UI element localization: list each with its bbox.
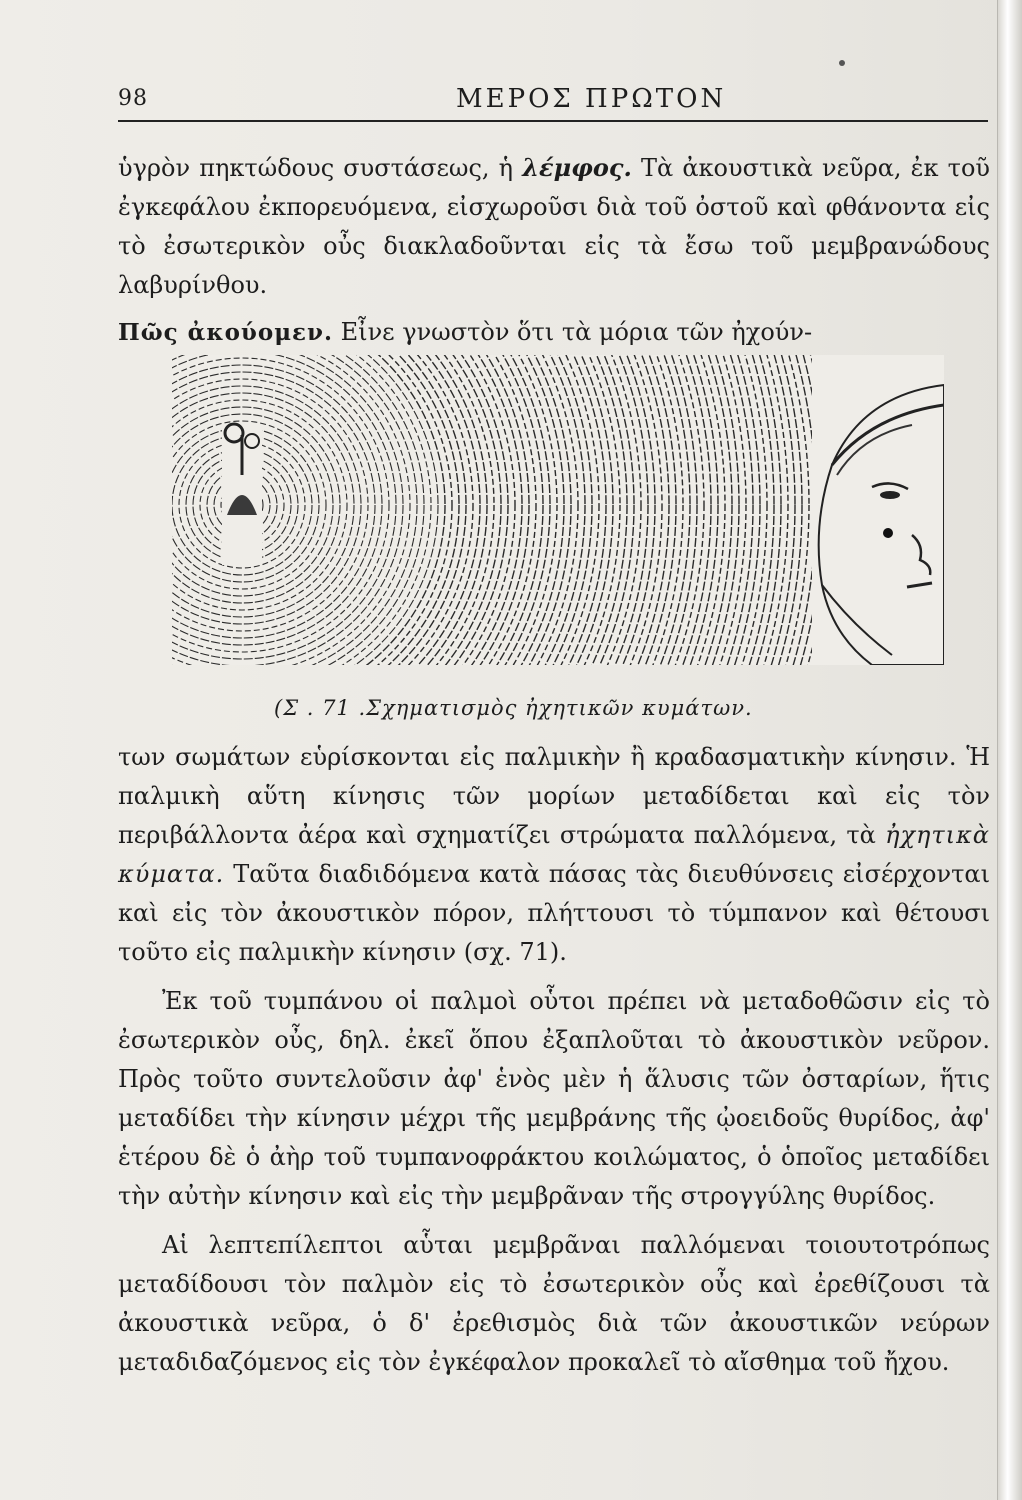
- bell-icon: [222, 424, 262, 565]
- header-rule: [118, 120, 988, 122]
- running-title: ΜΕΡΟΣ ΠΡΩΤΟΝ: [456, 84, 727, 114]
- wave-ring: [172, 355, 487, 665]
- after-figure-paragraph: [118, 738, 990, 1382]
- term-lemfos: λέμφος.: [522, 153, 632, 182]
- sound-wave-illustration: [172, 355, 944, 665]
- section-heading: Πῶς ἀκούομεν.: [118, 319, 333, 346]
- section-text-before-figure: Εἶνε γνωστὸν ὅτι τὰ μόρια τῶν ἠχούν-: [340, 318, 813, 346]
- sound-wave-figure: [172, 355, 944, 665]
- listener-head: [819, 385, 944, 665]
- figure-caption: (Σ . 71 .Σχηματισμὸς ἠχητικῶν κυμάτων.: [274, 696, 753, 720]
- intro-line-start: ὑγρὸν πηκτώδους συστάσεως, ἡ: [118, 154, 514, 182]
- wave-ring: [172, 355, 473, 665]
- intro-line-rest: Τὰ ἀκουστικὰ νεῦρα, ἐκ τοῦ ἐγκεφάλου ἐκπορευόμενα, εἰσχωροῦσι διὰ τοῦ ὀστοῦ καὶ φθάνοντα εἰς τὸ ἐσωτερικὸν οὖς διακλαδοῦνται εἰς τὰ ἔσω τοῦ μεμβρανώδους λαβυρίνθου.: [118, 154, 990, 299]
- ink-speck: [839, 60, 845, 66]
- page-header: [118, 84, 988, 124]
- term-sound-waves: ἠχητικὰ κύματα.: [118, 821, 991, 888]
- page-number: 98: [118, 86, 148, 111]
- wave-ring: [172, 355, 445, 665]
- after-figure-part2: Ταῦτα διαδιδόμενα κατὰ πάσας τὰς διευθύνσεις εἰσέρχονται καὶ εἰς τὸν ἀκουστικὸν πόρον, πλήττουσι τὸ τύμπανον καὶ θέτουσι τοῦτο εἰς παλμικὴν κίνησιν (σχ. 71).: [118, 860, 990, 966]
- wave-ring: [172, 355, 795, 665]
- intro-paragraph: [118, 148, 990, 352]
- paragraph-2: Ἐκ τοῦ τυμπάνου οἱ παλμοὶ οὗτοι πρέπει νὰ μεταδοθῶσιν εἰς τὸ ἐσωτερικὸν οὖς, δηλ. ἐκεῖ ὅπου ἐξαπλοῦται τὸ ἀκουστικὸν νεῦρον. Πρὸς τοῦτο συντελοῦσιν ἀφ' ἑνὸς μὲν ἡ ἅλυσις τῶν ὀσταρίων, ἥτις μεταδίδει τὴν κίνησιν μέχρι τῆς μεμβράνης τῆς ᾠοειδοῦς θυρίδος, ἀφ' ἑτέρου δὲ ὁ ἀὴρ τοῦ τυμπανοφράκτου κοιλώματος, ὁ ὁποῖος μεταδίδει τὴν αὐτὴν κίνησιν καὶ εἰς τὴν μεμβρᾶναν τῆς στρογγύλης θυρίδος.: [118, 987, 990, 1210]
- page-edge: [997, 0, 1022, 1500]
- wave-ring: [172, 355, 837, 665]
- wave-ring: [172, 355, 417, 665]
- wave-rings: [172, 355, 900, 665]
- paragraph-3: Αἱ λεπτεπίλεπτοι αὗται μεμβρᾶναι παλλόμεναι τοιουτοτρόπως μεταδίδουσι τὸν παλμὸν εἰς τὸ ἐσωτερικὸν οὖς καὶ ἐρεθίζουσι τὰ ἀκουστικὰ νεῦρα, ὁ δ' ἐρεθισμὸς διὰ τῶν ἀκουστικῶν νεύρων μεταδιδαζόμενος εἰς τὸν ἐγκέφαλον προκαλεῖ τὸ αἴσθημα τοῦ ἤχου.: [118, 1231, 990, 1376]
- after-figure-part1: των σωμάτων εὑρίσκονται εἰς παλμικὴν ἢ κραδασματικὴν κίνησιν. Ἡ παλμικὴ αὕτη κίνησις τῶν μορίων μεταδίδεται καὶ εἰς τὸν περιβάλλοντα ἀέρα καὶ σχηματίζει στρώματα παλλόμενα, τὰ: [118, 743, 990, 849]
